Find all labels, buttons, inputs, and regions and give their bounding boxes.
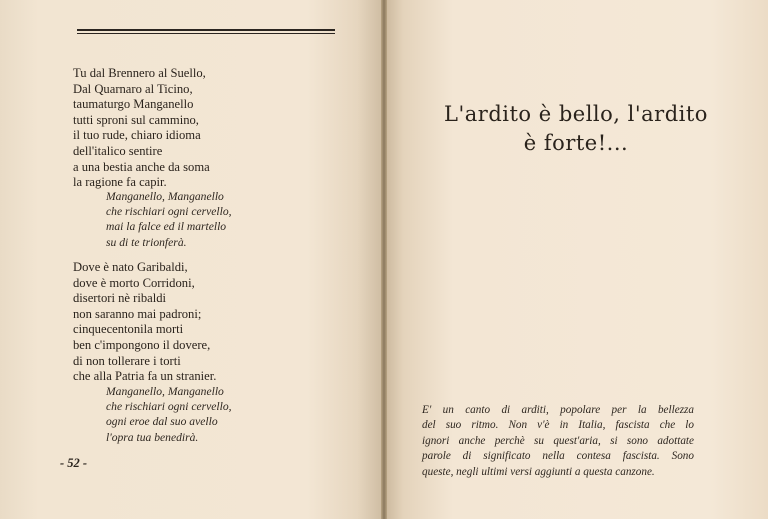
verse-line: Dove è nato Garibaldi, [73,260,188,274]
verse-line: dell'italico sentire [73,143,163,158]
note-line: del suo ritmo. Non v'è in Italia, fascista che lo [422,419,694,432]
verse-line: taumaturgo Manganello [73,97,194,112]
verse-line: cinquecentonila morti [73,322,184,337]
verse-line: Tu dal Brennero al Suello, [73,66,206,80]
refrain-line: su di te trionferà. [106,235,187,249]
song-title [384,100,768,158]
refrain-line: che rischiari ogni cervello, [106,400,232,414]
stanza-2 [73,260,216,385]
page-number: - 52 - [60,456,88,470]
verse-line: a una bestia anche da soma [73,159,210,174]
verse-line: disertori nè ribaldi [73,291,167,306]
stanza-1 [73,66,210,191]
refrain-line: Manganello, Manganello [106,385,224,398]
refrain-line: l'opra tua benedirà. [106,430,199,444]
verse-line: il tuo rude, chiaro idioma [73,128,201,143]
verse-line: di non tollerare i torti [73,353,181,368]
refrain-1 [106,189,232,250]
title-line: L'ardito è bello, l'ardito [444,102,708,126]
verse-line: la ragione fa capir. [73,175,167,190]
refrain-line: mai la falce ed il martello [106,220,227,234]
verse-line: tutti sproni sul cammino, [73,112,199,127]
note-line: parole di significato nella contesa fascista. Sono [422,450,694,463]
verse-line: non saranno mai padroni; [73,306,202,321]
refrain-line: Manganello, Manganello [106,190,224,203]
refrain-2 [106,384,232,445]
note-line: queste, negli ultimi versi aggiunti a questa canzone. [422,465,655,478]
verse-line: dove è morto Corridoni, [73,275,195,290]
verse-line: Dal Quarnaro al Ticino, [73,81,193,96]
note-line: ignori anche perchè su quest'aria, si sono adottate [422,434,694,447]
header-rule [77,29,335,34]
note-line: E' un canto di arditi, popolare per la bellezza [422,404,694,416]
verse-line: che alla Patria fa un stranier. [73,369,217,384]
song-note [422,403,694,480]
title-line: è forte!... [523,131,629,155]
refrain-line: ogni eroe dal suo avello [106,415,218,429]
book-gutter [381,0,387,519]
verse-line: ben c'impongono il dovere, [73,337,211,352]
refrain-line: che rischiari ogni cervello, [106,205,232,219]
